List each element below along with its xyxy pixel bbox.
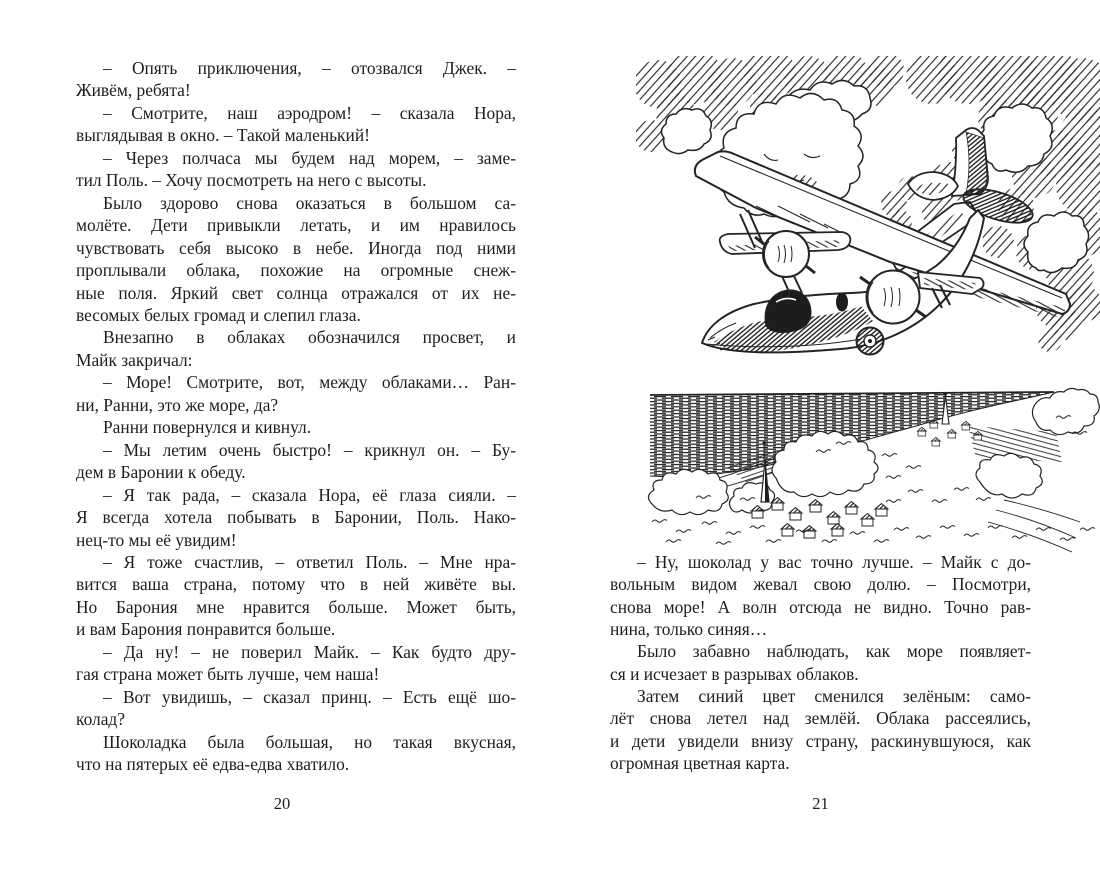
text-line: – Я тоже счастлив, – ответил Поль. – Мне нра-: [103, 551, 516, 572]
text-line: молёте. Дети привыкли летать, и им нравилось: [76, 215, 516, 236]
airplane-illustration: [636, 56, 1100, 382]
text-line: проплывали облака, похожие на огромные снеж-: [76, 260, 516, 281]
text-line: – Я так рада, – сказала Нора, её глаза сияли. –: [103, 484, 516, 505]
text-line: огромная цветная карта.: [610, 753, 790, 774]
page-number-left: 20: [273, 794, 291, 813]
text-line: Было забавно наблюдать, как море появляет-: [637, 641, 1031, 662]
text-line: снова море! А волн отсюда не видно. Точно рав-: [610, 596, 1031, 617]
text-line: Было здорово снова оказаться в большом са-: [103, 192, 516, 213]
text-line: и вам Барония понравится больше.: [76, 619, 336, 640]
text-line: – Через полчаса мы будем над морем, – заме-: [103, 147, 516, 168]
text-line: вится ваша страна, потому что в ней живёте вы.: [76, 574, 516, 595]
aerial-landscape-illustration: [636, 382, 1100, 558]
text-line: – Вот увидишь, – сказал принц. – Есть ещё шо-: [103, 686, 516, 707]
text-line: – Опять приключения, – отозвался Джек. –: [103, 58, 516, 78]
text-line: Внезапно в облаках обозначился просвет, и: [103, 327, 516, 348]
text-line: Затем синий цвет сменился зелёным: само-: [637, 686, 1031, 707]
right-page-text: [610, 551, 1031, 774]
text-line: ни, Ранни, это же море, да?: [76, 394, 279, 415]
left-page-text: [76, 57, 516, 776]
text-line: ся и исчезает в разрывах облаков.: [610, 663, 859, 684]
text-line: нина, только синяя…: [610, 619, 768, 640]
text-line: дем в Баронии к обеду.: [76, 462, 246, 483]
text-line: – Море! Смотрите, вот, между облаками… Ран-: [103, 372, 516, 393]
text-line: – Мы летим очень быстро! – крикнул он. – Бу-: [103, 439, 516, 460]
wheel: [857, 328, 884, 355]
text-line: Ранни повернулся и кивнул.: [103, 417, 312, 438]
text-line: Майк закричал:: [76, 349, 193, 370]
text-line: гая страна может быть лучше, чем наша!: [76, 664, 380, 685]
text-line: нец-то мы её увидим!: [76, 529, 237, 550]
page-number-right: 21: [812, 794, 829, 813]
text-line: выглядывая в окно. – Такой маленький!: [76, 125, 370, 146]
text-line: что на пятерых её едва-едва хватило.: [76, 754, 350, 775]
text-line: колад?: [76, 709, 125, 730]
text-line: Но Барония мне нравится больше. Может быть,: [76, 596, 516, 617]
text-line: ные поля. Яркий свет солнца отражался от их не-: [76, 282, 516, 303]
text-line: – Ну, шоколад у вас точно лучше. – Майк с до-: [637, 552, 1031, 572]
text-line: лёт снова летел над землёй. Облака рассеялись,: [610, 708, 1031, 729]
text-line: – Смотрите, наш аэродром! – сказала Нора,: [103, 102, 516, 123]
text-line: – Да ну! – не поверил Майк. – Как будто дру-: [103, 641, 516, 662]
text-line: весомых белых громад и слепил глаза.: [76, 304, 361, 325]
text-line: Живём, ребята!: [76, 80, 191, 101]
text-line: Я всегда хотела побывать в Баронии, Поль. Нако-: [76, 507, 516, 528]
text-line: чувствовать себя высоко в небе. Иногда под ними: [76, 237, 516, 258]
text-line: Шоколадка была большая, но такая вкусная,: [103, 731, 516, 752]
text-line: вольным видом жевал свою долю. – Посмотри,: [610, 574, 1031, 595]
text-line: и дети увидели внизу страну, раскинувшуюся, как: [610, 730, 1031, 751]
text-line: тил Поль. – Хочу посмотреть на него с высоты.: [76, 170, 427, 191]
